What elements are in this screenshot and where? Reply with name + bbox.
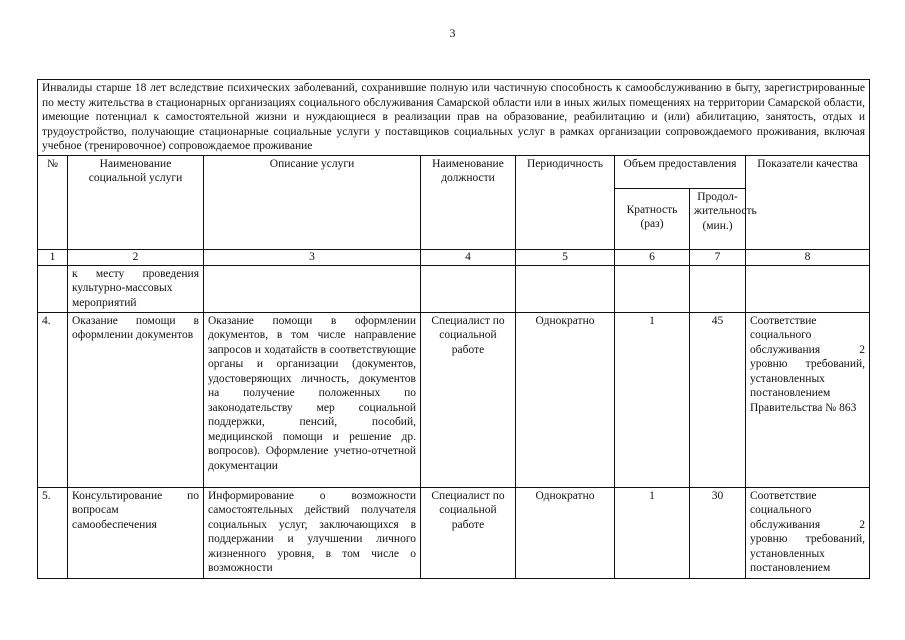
table-row (38, 487, 870, 578)
header-volume: Объем предоставления (615, 155, 746, 188)
caption-row (38, 80, 870, 156)
header-position: Наименование должности (421, 155, 516, 249)
row-description: Оказание помощи в оформлении документов, в том числе направление запросов и ходатайств в соответствующие органы и организации (документов, удостоверяющих личность, документов на получение положенных по законодательству мер социальной поддержки, пенсий, пособий, медицинской помощи и решение др. вопросов). Оформление учетно-отчетной документации (204, 312, 421, 487)
row-multiplicity: 1 (615, 487, 690, 578)
column-number: 8 (746, 249, 870, 265)
table-row (38, 312, 870, 487)
column-number: 6 (615, 249, 690, 265)
header-row (38, 155, 870, 188)
column-number: 2 (68, 249, 204, 265)
row-position: Специалист по социальной работе (421, 487, 516, 578)
row-multiplicity: 1 (615, 312, 690, 487)
column-number: 3 (204, 249, 421, 265)
row-quality: Соответствие социального обслуживания 2 уровню требований, установленных постановлением Правительства № 863 (746, 312, 870, 487)
services-table (37, 79, 870, 579)
column-number: 5 (516, 249, 615, 265)
continuation-row (38, 265, 870, 312)
header-service-name: Наименование социальной услуги (68, 155, 204, 249)
column-number: 1 (38, 249, 68, 265)
row-service-name: Консультирование по вопросам самообеспечения (68, 487, 204, 578)
row-description: Информирование о возможности самостоятельных действий получателя социальных услуг, заключающихся в поддержании и улучшении личного жизненного уровня, в том числе о возможности (204, 487, 421, 578)
row-duration: 45 (690, 312, 746, 487)
table-caption: Инвалиды старше 18 лет вследствие психических заболеваний, сохранившие полную или частичную способность к самообслуживанию в быту, зарегистрированные по месту жительства в стационарных организациях социального обслуживания Самарской области или в иных жилых помещениях на территории Самарской области, имеющие потенциал к самостоятельной жизни и нуждающиеся в реализации прав на образование, реабилитацию и (или) абилитацию, занятость, отдых и трудоустройство, получающие стационарные социальные услуги у поставщиков социальных услуг в рамках организации сопровождаемого проживания, включая учебное (тренировочное) сопровождаемое проживание (38, 80, 870, 156)
row-position: Специалист по социальной работе (421, 312, 516, 487)
row-periodicity: Однократно (516, 312, 615, 487)
column-number: 4 (421, 249, 516, 265)
row-num: 5. (38, 487, 68, 578)
column-number-row (38, 249, 870, 265)
row-num: 4. (38, 312, 68, 487)
header-periodicity: Периодичность (516, 155, 615, 249)
continuation-service-name: к месту проведения культурно-массовых мероприятий (68, 265, 204, 312)
header-num: № (38, 155, 68, 249)
header-duration: Продол-жительность (мин.) (690, 188, 746, 249)
row-periodicity: Однократно (516, 487, 615, 578)
header-description: Описание услуги (204, 155, 421, 249)
row-quality: Соответствие социального обслуживания 2 уровню требований, установленных постановлением (746, 487, 870, 578)
header-quality: Показатели качества (746, 155, 870, 249)
row-duration: 30 (690, 487, 746, 578)
header-multiplicity: Кратность (раз) (615, 188, 690, 249)
page-number: 3 (449, 26, 456, 40)
column-number: 7 (690, 249, 746, 265)
row-service-name: Оказание помощи в оформлении документов (68, 312, 204, 487)
